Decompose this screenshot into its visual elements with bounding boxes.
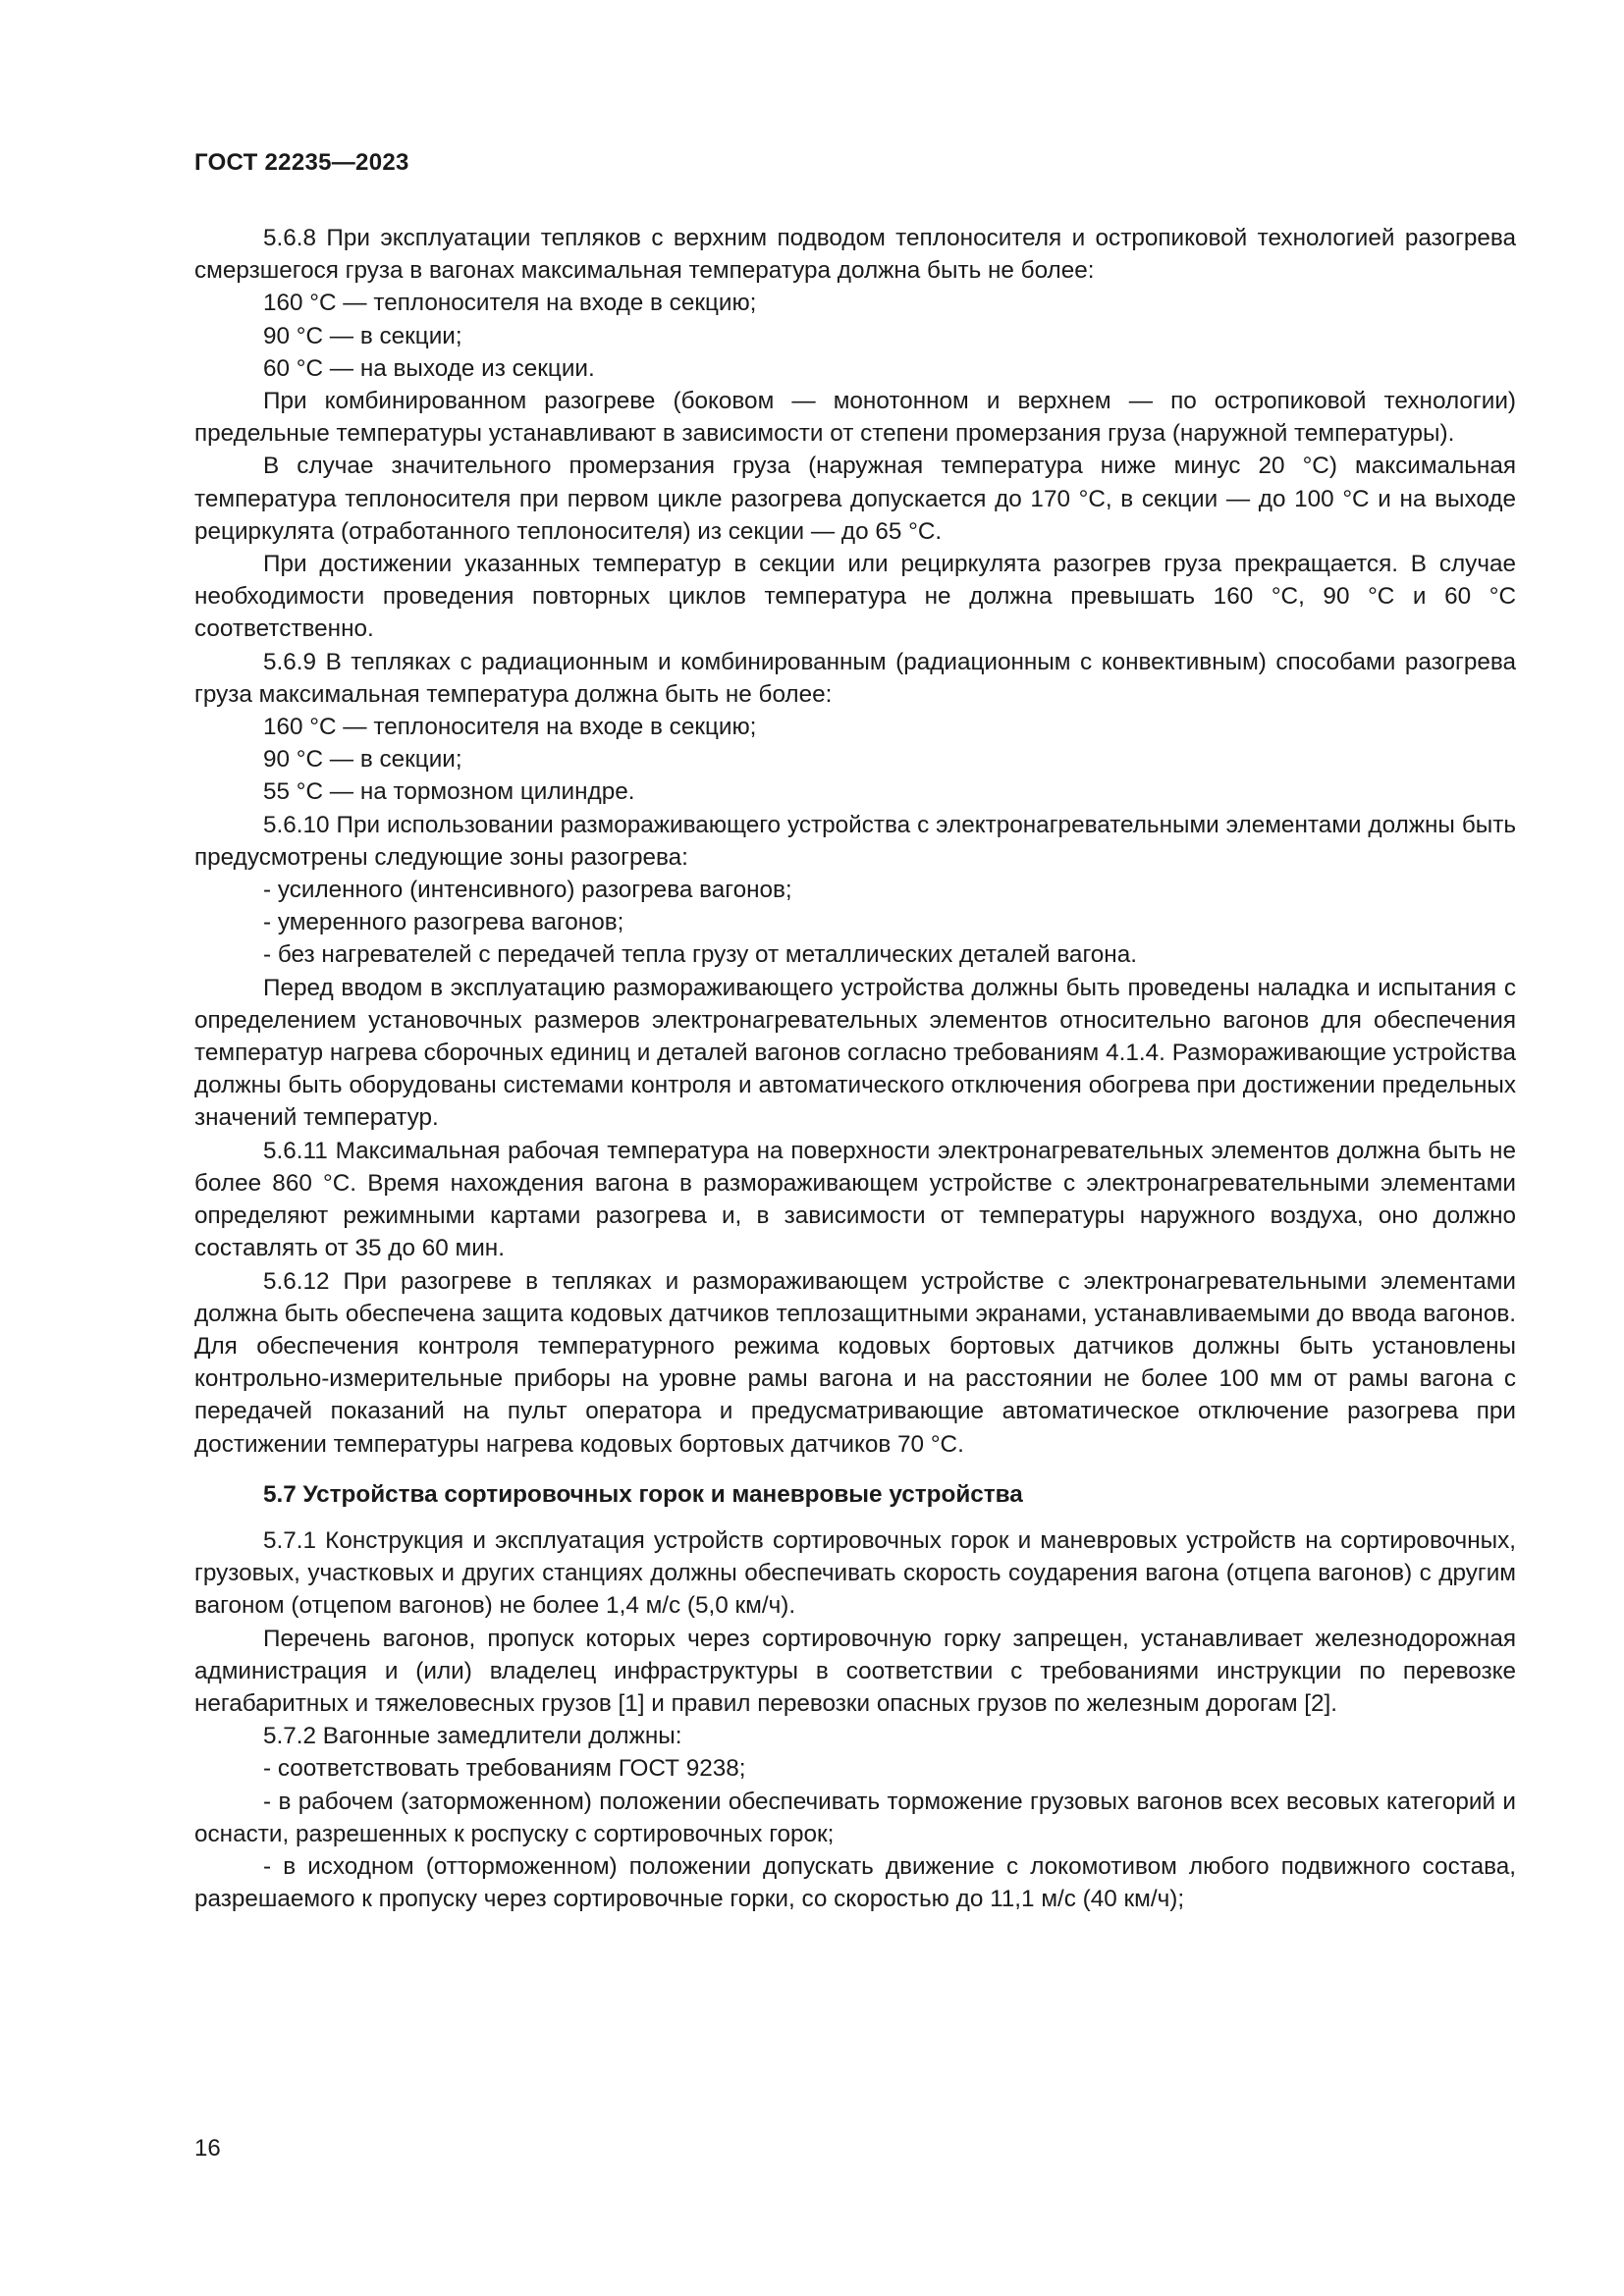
paragraph-5-7-2: 5.7.2 Вагонные замедлители должны: <box>263 1723 682 1750</box>
list-item: 90 °С — в секции; <box>263 322 462 349</box>
document-header: ГОСТ 22235—2023 <box>194 149 409 176</box>
list-item: 60 °С — на выходе из секции. <box>263 354 595 382</box>
paragraph: В случае значительного промерзания груза (наружная температура ниже минус 20 °С) максимальная температура теплоносителя при первом цикле разогрева допускается до 170 °С, в секции — до 100 °С и на выходе рециркулята (отработанного теплоносителя) из секции — до 65 °С. <box>194 453 1516 545</box>
paragraph-5-6-11: 5.6.11 Максимальная рабочая температура на поверхности электронагревательных элементов должна быть не более 860 °С. Время нахождения вагона в размораживающем устройстве с электронагревательными элементами определяют режимными картами разогрева и, в зависимости от температуры наружного воздуха, оно должно составлять от 35 до 60 мин. <box>194 1137 1516 1262</box>
paragraph: При достижении указанных температур в секции или рециркулята разогрев груза прекращается. В случае необходимости проведения повторных циклов температура не должна превышать 160 °С, 90 °С и 60 °С соответственно. <box>194 551 1516 643</box>
paragraph: При комбинированном разогреве (боковом — монотонном и верхнем — по остропиковой технологии) предельные температуры устанавливают в зависимости от степени промерзания груза (наружной температуры). <box>194 388 1516 448</box>
paragraph-5-6-10: 5.6.10 При использовании размораживающего устройства с электронагревательными элементами должны быть предусмотрены следующие зоны разогрева: <box>194 811 1516 871</box>
list-item: - в рабочем (заторможенном) положении обеспечивать торможение грузовых вагонов всех весовых категорий и оснасти, разрешенных к роспуску с сортировочных горок; <box>194 1788 1516 1847</box>
section-title-5-7: 5.7 Устройства сортировочных горок и маневровые устройства <box>263 1480 1023 1508</box>
list-item: - усиленного (интенсивного) разогрева вагонов; <box>263 877 792 904</box>
paragraph-5-6-9: 5.6.9 В тепляках с радиационным и комбинированным (радиационным с конвективным) способами разогрева груза максимальная температура должна быть не более: <box>194 648 1516 708</box>
paragraph: Перед вводом в эксплуатацию размораживающего устройства должны быть проведены наладка и испытания с определением установочных размеров электронагревательных элементов относительно вагонов для обеспечения температур нагрева сборочных единиц и деталей вагонов согласно требованиям 4.1.4. Размораживающие устройства должны быть оборудованы системами контроля и автоматического отключения обогрева при достижении предельных значений температур. <box>194 974 1516 1132</box>
list-item: 160 °С — теплоносителя на входе в секцию; <box>263 714 757 741</box>
list-item: - в исходном (отторможенном) положении допускать движение с локомотивом любого подвижного состава, разрешаемого к пропуску через сортировочные горки, со скоростью до 11,1 м/с (40 км/ч); <box>194 1852 1516 1913</box>
list-item: - соответствовать требованиям ГОСТ 9238; <box>263 1755 746 1783</box>
page-number: 16 <box>194 2135 221 2162</box>
list-item: 55 °С — на тормозном цилиндре. <box>263 778 635 806</box>
list-item: - умеренного разогрева вагонов; <box>263 909 624 936</box>
list-item: - без нагревателей с передачей тепла грузу от металлических деталей вагона. <box>263 941 1137 969</box>
paragraph: Перечень вагонов, пропуск которых через сортировочную горку запрещен, устанавливает железнодорожная администрация и (или) владелец инфраструктуры в соответствии с требованиями инструкции по перевозке негабаритных и тяжеловесных грузов [1] и правил перевозки опасных грузов по железным дорогам [2]. <box>194 1625 1516 1717</box>
document-body <box>194 222 1516 1915</box>
paragraph-5-6-12: 5.6.12 При разогреве в тепляках и размораживающем устройстве с электронагревательными элементами должна быть обеспечена защита кодовых датчиков теплозащитными экранами, устанавливаемыми до ввода вагонов. Для обеспечения контроля температурного режима кодовых бортовых датчиков должны быть установлены контрольно-измерительные приборы на уровне рамы вагона и на расстоянии не более 100 мм от рамы вагона с передачей показаний на пульт оператора и предусматривающие автоматическое отключение разогрева при достижении температуры нагрева кодовых бортовых датчиков 70 °С. <box>194 1267 1516 1458</box>
paragraph-5-6-8: 5.6.8 При эксплуатации тепляков с верхним подводом теплоносителя и остропиковой технологией разогрева смерзшегося груза в вагонах максимальная температура должна быть не более: <box>194 225 1516 285</box>
list-item: 90 °С — в секции; <box>263 746 462 774</box>
list-item: 160 °С — теплоносителя на входе в секцию; <box>263 290 757 317</box>
paragraph-5-7-1: 5.7.1 Конструкция и эксплуатация устройств сортировочных горок и маневровых устройств на сортировочных, грузовых, участковых и других станциях должны обеспечивать скорость соударения вагона (отцепа вагонов) с другим вагоном (отцепом вагонов) не более 1,4 м/с (5,0 км/ч). <box>194 1526 1516 1620</box>
